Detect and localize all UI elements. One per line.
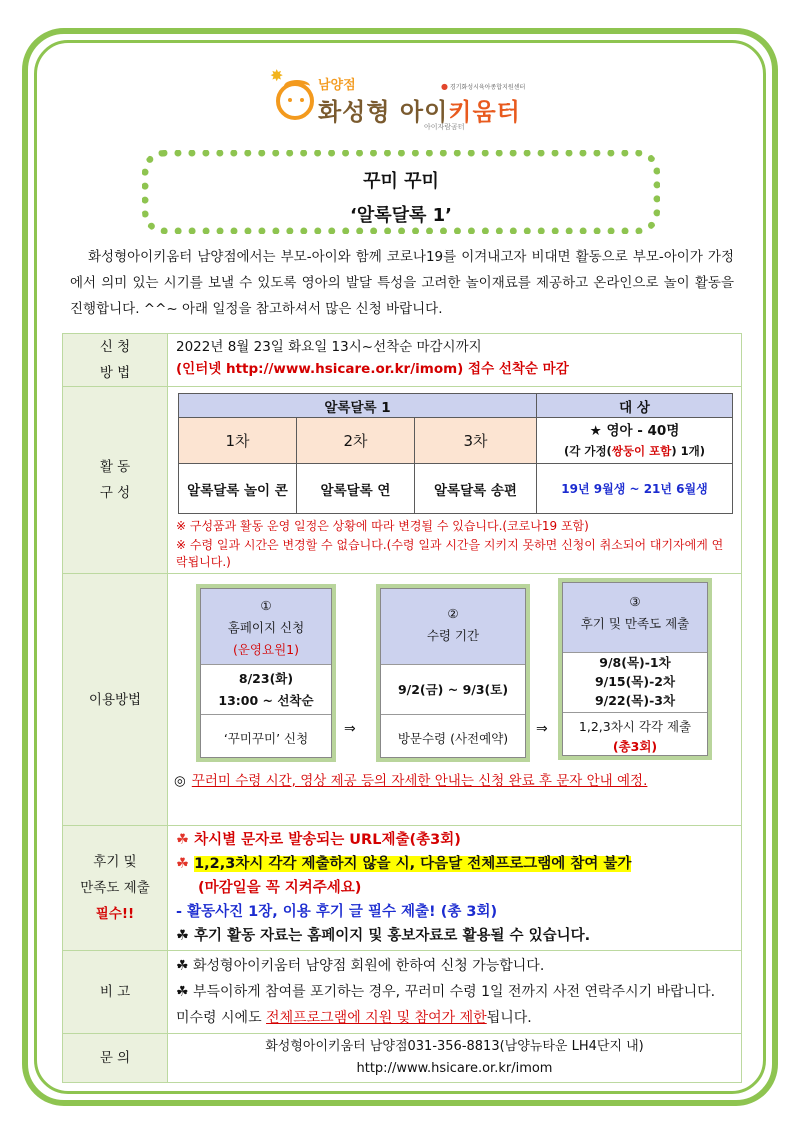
logo-subtitle: 아이자람곰터	[424, 123, 465, 131]
remarks-line-2: ☘ 부득이하게 참여를 포기하는 경우, 꾸러미 수령 1일 전까지 사전 연락주시기 바랍니다. 미수령 시에도 전체프로그램에 지원 및 참여가 제한됩니다.	[176, 984, 716, 1026]
double-circle-icon: ◎	[174, 773, 186, 789]
contact-content	[168, 1034, 742, 1083]
contact-label: 문 의	[63, 1034, 168, 1083]
clover-icon: ☘	[176, 832, 189, 848]
target-cell: ★ 영아 - 40명 (각 가정(쌍둥이 포함) 1개)	[537, 418, 733, 464]
program-header: 알록달록 1	[179, 394, 537, 418]
step-1-box: ① 홈페이지 신청 (운영요원1) 8/23(화) 13:00 ~ 선착순 ‘꾸미꾸미’ 신청	[196, 584, 336, 762]
review-content	[168, 826, 742, 951]
activity-table	[178, 393, 733, 514]
org-logo: ● 경기화성시육아종합지원센터	[441, 82, 526, 91]
remarks-line-1: ☘ 화성형아이키움터 남양점 회원에 한하여 신청 가능합니다.	[176, 958, 545, 974]
contact-url[interactable]: http://www.hsicare.or.kr/imom	[356, 1061, 553, 1076]
remarks-label: 비 고	[63, 951, 168, 1034]
apply-date: 2022년 8월 23일 화요일 13시~선착순 마감시까지	[176, 339, 482, 355]
contact-phone: 화성형아이키움터 남양점031-356-8813(남양뉴타운 LH4단지 내)	[265, 1039, 644, 1054]
review-label: 후기 및 만족도 제출 필수!!	[63, 826, 168, 951]
remarks-content	[168, 951, 742, 1034]
logo-branch: 남양점	[318, 78, 356, 93]
activity-note-2: ※ 수령 일과 시간은 변경할 수 없습니다.(수령 일과 시간을 지키지 못하면 신청이 취소되어 대기자에게 연락됩니다.)	[176, 538, 724, 569]
clover-icon: ☘	[176, 856, 189, 872]
round-3: 3차	[415, 418, 537, 464]
process-flow	[168, 574, 741, 819]
title-line1: 꾸미 꾸미	[363, 171, 439, 192]
review-line-5: ☘ 후기 활동 자료는 홈페이지 및 홍보자료로 활용될 수 있습니다.	[176, 928, 591, 944]
step-3-box: ③ 후기 및 만족도 제출 9/8(목)-1차 9/15(목)-2차 9/22(목)-3차 1,2,3차시 각각 제출 (총3회)	[558, 578, 712, 760]
apply-content	[168, 334, 742, 387]
age-range: 19년 9월생 ~ 21년 6월생	[537, 464, 733, 514]
step-2-box: ② 수령 기간 9/2(금) ~ 9/3(토) 방문수령 (사전예약)	[376, 584, 530, 762]
star-icon: ✸	[270, 66, 284, 85]
usage-content	[168, 574, 742, 826]
intro-text: 화성형아이키움터 남양점에서는 부모-아이와 함께 코로나19를 이겨내고자 비대면 활동으로 부모-아이가 가정에서 의미 있는 시기를 보낼 수 있도록 영아의 발달 특성을 고려한 놀이재료를 제공하고 온라인으로 놀이 활동을 진행합니다. ^^~ 아래 일정을 참고하셔서 많은 신청 바랍니다.	[70, 249, 734, 317]
review-line-1: ☘ 차시별 문자로 발송되는 URL제출(총3회)	[176, 832, 461, 848]
review-line-2: ☘ 1,2,3차시 각각 제출하지 않을 시, 다음달 전체프로그램에 참여 불가	[176, 856, 632, 872]
target-header: 대 상	[537, 394, 733, 418]
round-2: 2차	[297, 418, 415, 464]
logo	[270, 66, 526, 140]
activity-label: 활 동 구 성	[63, 387, 168, 574]
logo-name: 화성형 아이키움터	[318, 98, 521, 126]
apply-label: 신 청 방 법	[63, 334, 168, 387]
arrow-icon: ⇒	[536, 721, 548, 737]
item-2: 알록달록 연	[297, 464, 415, 514]
title-box	[142, 150, 660, 234]
round-1: 1차	[179, 418, 297, 464]
activity-note-1: ※ 구성품과 활동 운영 일정은 상황에 따라 변경될 수 있습니다.(코로나19 포함)	[176, 519, 589, 533]
title-line2: ‘알록달록 1’	[349, 205, 453, 226]
arrow-icon: ⇒	[344, 721, 356, 737]
info-table	[62, 333, 742, 1083]
apply-method: (인터넷 http://www.hsicare.or.kr/imom) 접수 선착순 마감	[176, 361, 569, 377]
usage-note: ◎ 꾸러미 수령 시간, 영상 제공 등의 자세한 안내는 신청 완료 후 문자 안내 예정.	[174, 770, 730, 792]
review-line-4: - 활동사진 1장, 이용 후기 글 필수 제출! (총 3회)	[176, 904, 498, 920]
review-line-3: (마감일을 꼭 지켜주세요)	[198, 880, 362, 896]
activity-content	[168, 387, 742, 574]
item-3: 알록달록 송편	[415, 464, 537, 514]
usage-label: 이용방법	[63, 574, 168, 826]
child-face-icon	[276, 82, 314, 120]
item-1: 알록달록 놀이 콘	[179, 464, 297, 514]
